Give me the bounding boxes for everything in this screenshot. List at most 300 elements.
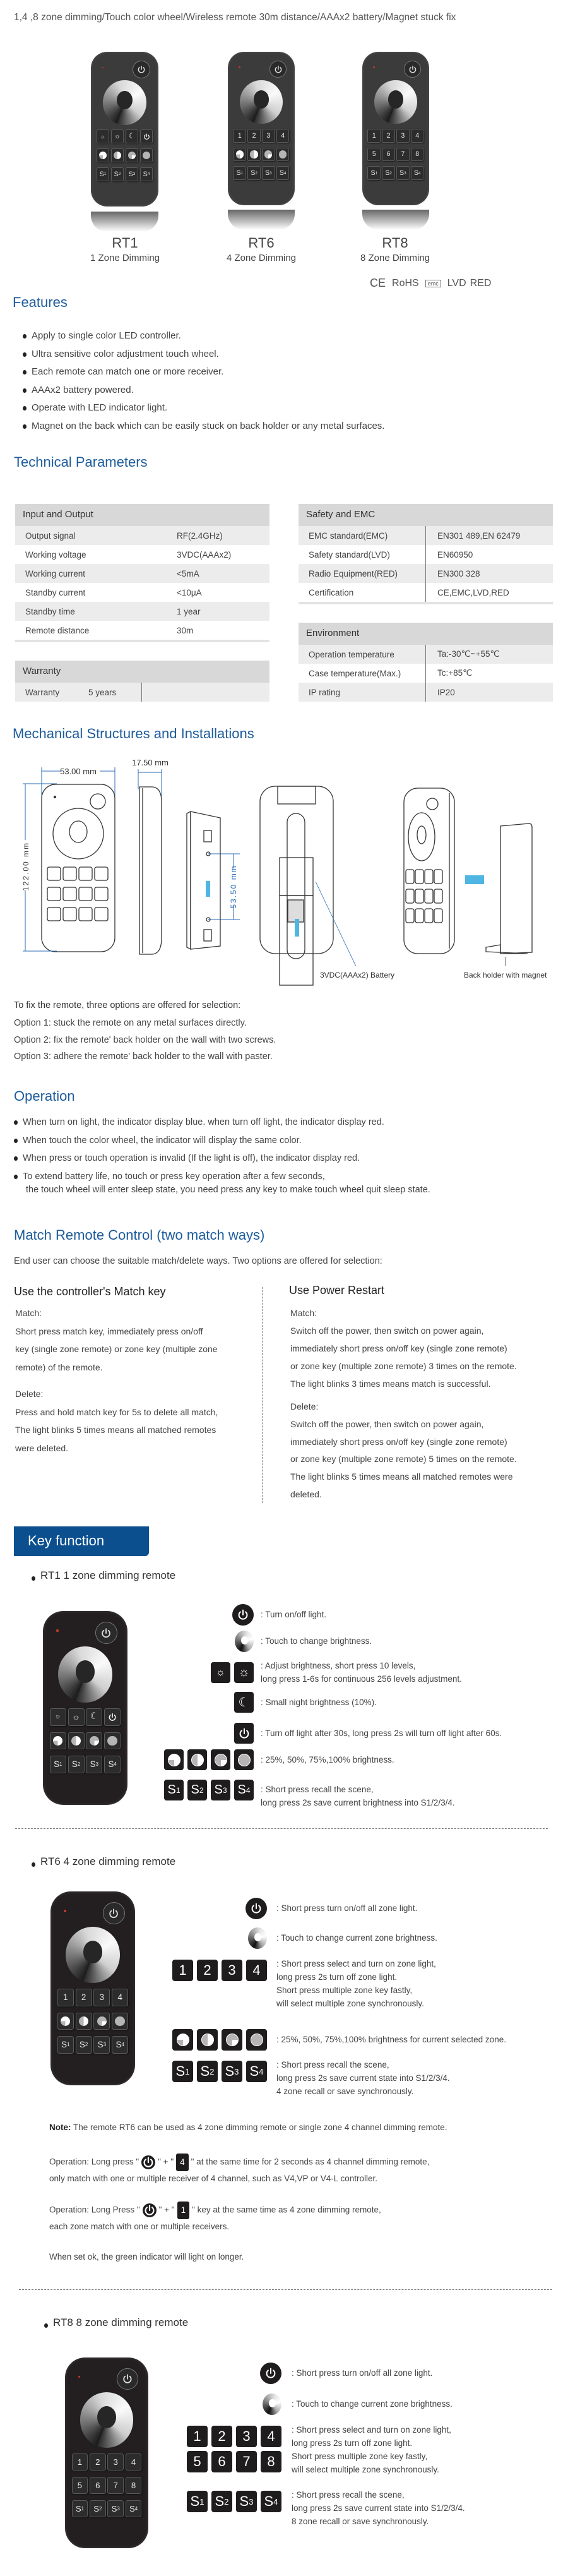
rohs-mark: RoHS bbox=[392, 277, 419, 289]
key-label: 8 bbox=[131, 2480, 136, 2490]
text-line: long press 1-6s for continuous 256 levels adjustment. bbox=[261, 1674, 462, 1684]
scene-s1-key bbox=[172, 2061, 193, 2082]
table-body bbox=[299, 526, 553, 602]
timer-power-icon bbox=[143, 133, 151, 141]
key-row-scenes bbox=[0, 1780, 568, 1807]
text-line: will select multiple zone synchronously. bbox=[276, 1999, 424, 2008]
drawing-key bbox=[79, 867, 92, 880]
param-label: Warranty bbox=[25, 687, 60, 697]
key-desc bbox=[292, 2397, 453, 2411]
brightness-75-icon bbox=[226, 2034, 239, 2046]
text-line: immediately short press on/off key (single zone remote) bbox=[290, 1343, 507, 1353]
operation-item: To extend battery life, no touch or press key operation after a few seconds, bbox=[13, 1168, 384, 1186]
table-row bbox=[299, 545, 553, 564]
scene-s2-key bbox=[247, 166, 261, 180]
battery-label: 3VDC(AAAx2) Battery bbox=[320, 971, 395, 979]
key-label: 3 bbox=[113, 2457, 118, 2467]
note-text: The remote RT6 can be used as 4 zone dimming remote or single zone 4 channel dimming remote. bbox=[71, 2123, 447, 2132]
text-line: : Small night brightness (10%). bbox=[261, 1698, 377, 1707]
zone-key-1: 1 bbox=[177, 2202, 190, 2219]
feature-item: Operate with LED indicator light. bbox=[21, 399, 384, 417]
scene-label: S bbox=[143, 170, 148, 178]
param-value: IP20 bbox=[437, 687, 455, 697]
scene-s4-key bbox=[140, 167, 153, 181]
param-value: EN301 489,EN 62479 bbox=[437, 530, 521, 541]
key-label: 4 bbox=[267, 2428, 275, 2444]
brightness-25-icon bbox=[99, 152, 107, 159]
op-text: Operation: Long Press " bbox=[49, 2205, 140, 2215]
param-label: Working voltage bbox=[25, 549, 86, 560]
brightness-25-icon bbox=[236, 150, 244, 158]
power-icon bbox=[232, 1604, 254, 1626]
reflection bbox=[362, 210, 429, 230]
scene-label: S bbox=[264, 2493, 274, 2509]
text-line: long press 2s turn off zone light. bbox=[292, 2438, 413, 2448]
scene-label: S bbox=[114, 170, 119, 178]
power-icon bbox=[141, 2155, 155, 2169]
brightness-75-key bbox=[222, 2029, 242, 2051]
key-row-scenes bbox=[0, 2490, 568, 2526]
key-row bbox=[97, 148, 153, 162]
key-label: 8 bbox=[415, 150, 420, 159]
key-label: 4 bbox=[415, 131, 420, 140]
feature-item: Apply to single color LED controller. bbox=[21, 327, 384, 345]
key-desc bbox=[276, 2033, 506, 2046]
table-row bbox=[299, 583, 553, 602]
scene-label: S bbox=[236, 169, 241, 177]
brightness-75-icon bbox=[97, 2016, 107, 2026]
scene-number: 2 bbox=[210, 2066, 215, 2076]
scene-s3-key bbox=[262, 166, 275, 180]
text-line: : Short press recall the scene, bbox=[261, 1785, 374, 1794]
timer-power-icon bbox=[237, 1727, 251, 1740]
param-label: Operation temperature bbox=[309, 649, 394, 659]
brightness-100-icon bbox=[251, 2034, 263, 2046]
text-line: : 25%, 50%, 75%,100% brightness for current selected zone. bbox=[276, 2035, 506, 2044]
fix-options bbox=[14, 1015, 276, 1065]
scene-number: 2 bbox=[118, 172, 121, 177]
scene-number: 3 bbox=[269, 171, 272, 176]
model-name: RT6 bbox=[248, 235, 275, 251]
scene-number: 4 bbox=[121, 2042, 124, 2048]
key-label: 6 bbox=[95, 2480, 100, 2490]
key-label: 1 bbox=[179, 1962, 187, 1978]
op-text: " at the same time for 2 seconds as 4 channel dimming remote, bbox=[191, 2157, 430, 2167]
text-line: : Touch to change current zone brightness. bbox=[276, 1933, 437, 1943]
param-value: CE,EMC,LVD,RED bbox=[437, 587, 509, 597]
rt1-subheading bbox=[30, 1569, 175, 1583]
brightness-100-icon bbox=[115, 2016, 124, 2026]
scene-label: S bbox=[413, 169, 418, 177]
moon-icon: ☾ bbox=[238, 1696, 250, 1710]
touch-wheel bbox=[240, 80, 283, 124]
rt6-title: RT6 4 zone dimming remote bbox=[30, 1855, 175, 1867]
scene-number: 2 bbox=[98, 2505, 102, 2512]
key-label: 3 bbox=[99, 1992, 105, 2003]
brightness-50-key bbox=[197, 2029, 218, 2051]
scene-number: 1 bbox=[199, 2496, 204, 2507]
zone-2-key bbox=[197, 1960, 218, 1981]
drawing-key bbox=[434, 889, 442, 903]
zone-3-key bbox=[236, 2426, 257, 2447]
key-desc bbox=[276, 1902, 417, 1915]
model-name: RT1 bbox=[112, 235, 138, 251]
table-header: Input and Output bbox=[15, 504, 269, 526]
text-line: 8 zone recall or save synchronously. bbox=[292, 2517, 429, 2526]
scene-label: S bbox=[99, 170, 104, 178]
drawing-key bbox=[434, 909, 442, 923]
key-desc bbox=[261, 1783, 455, 1809]
tagline: 1,4 ,8 zone dimming/Touch color wheel/Wireless remote 30m distance/AAAx2 battery/Magnet stuck fix bbox=[14, 12, 456, 23]
key-label: 5 bbox=[372, 150, 376, 159]
param-label: Working current bbox=[25, 568, 86, 578]
param-label: EMC standard(EMC) bbox=[309, 530, 388, 541]
scene-label: S bbox=[399, 169, 405, 177]
brightness-100-key bbox=[246, 2029, 267, 2051]
scene-s2-key bbox=[187, 1780, 207, 1800]
scene-number: 3 bbox=[234, 2066, 239, 2076]
key-grid bbox=[233, 129, 289, 185]
key-row bbox=[97, 129, 153, 143]
fix-option: Option 1: stuck the remote on any metal surfaces directly. bbox=[14, 1018, 247, 1028]
key-row-timer bbox=[0, 1723, 568, 1744]
key-label: 4 bbox=[131, 2457, 136, 2467]
brightness-75-key bbox=[93, 2013, 110, 2030]
key-row bbox=[233, 166, 289, 180]
key-label: 5 bbox=[77, 2480, 83, 2490]
model-desc: 1 Zone Dimming bbox=[90, 253, 160, 263]
key-icons bbox=[246, 1898, 267, 1919]
key-grid bbox=[97, 129, 153, 186]
text-line: immediately short press on/off key (single zone remote) bbox=[290, 1436, 507, 1447]
scene-number: 2 bbox=[224, 2496, 229, 2507]
back-holder-plate bbox=[187, 812, 220, 949]
table-row bbox=[15, 683, 269, 702]
mechanical-drawing bbox=[0, 745, 568, 998]
zone-4-key bbox=[246, 1960, 267, 1981]
magnet-holder bbox=[486, 824, 532, 966]
key-row-scenes bbox=[0, 2060, 568, 2096]
scene-s1-key bbox=[164, 1780, 184, 1800]
scene-number: 3 bbox=[103, 2042, 107, 2048]
key-icons bbox=[172, 2061, 267, 2082]
key-label: 1 bbox=[193, 2428, 201, 2444]
zone-3-key bbox=[396, 129, 410, 143]
text-line: long press 2s save current brightness into S1/2/3/4. bbox=[261, 1798, 455, 1807]
key-icons bbox=[248, 1927, 267, 1949]
key-row bbox=[233, 129, 289, 143]
key-row bbox=[367, 148, 423, 162]
feature-item: AAAx2 battery powered. bbox=[21, 381, 384, 400]
scene-number: 4 bbox=[114, 1761, 117, 1768]
key-label: 1 bbox=[77, 2457, 83, 2467]
key-label: 3 bbox=[401, 131, 405, 140]
scene-label: S bbox=[71, 1759, 78, 1770]
dimension-lines bbox=[23, 767, 240, 951]
operation-continuation: the touch wheel will enter sleep state, you need press any key to make touch wheel quit sleep state. bbox=[26, 1185, 430, 1195]
zone-3-key bbox=[107, 2453, 124, 2471]
brightness-100-key bbox=[140, 148, 153, 162]
touch-wheel bbox=[103, 80, 146, 125]
key-desc bbox=[261, 1608, 326, 1621]
table-footer bbox=[299, 602, 553, 604]
scene-number: 1 bbox=[240, 171, 244, 176]
touch-wheel-icon bbox=[263, 2393, 281, 2415]
key-row-night bbox=[0, 1692, 568, 1713]
drawing-key bbox=[425, 889, 433, 903]
key-label: 7 bbox=[401, 150, 405, 159]
operation-item: When touch the color wheel, the indicator will display the same color. bbox=[13, 1132, 384, 1150]
key-icons bbox=[263, 2393, 281, 2415]
emc-mark: emc bbox=[425, 280, 441, 287]
param-value: RF(2.4GHz) bbox=[177, 530, 223, 541]
key-row bbox=[367, 129, 423, 143]
scene-number: 3 bbox=[133, 172, 136, 177]
fix-option: Option 2: fix the remote' back holder on the wall with two screws. bbox=[14, 1034, 276, 1045]
scene-number: 4 bbox=[147, 172, 150, 177]
text-line: or zone key (multiple zone remote) 5 times on the remote. bbox=[290, 1454, 517, 1465]
op-text: Operation: Long press " bbox=[49, 2157, 139, 2167]
text-line: 4 zone recall or save synchronously. bbox=[276, 2087, 414, 2096]
key-icons bbox=[172, 1960, 267, 1981]
power-icon bbox=[143, 2203, 157, 2217]
brightness-75-icon bbox=[264, 150, 272, 158]
key-row bbox=[57, 1989, 129, 2006]
param-label: Radio Equipment(RED) bbox=[309, 568, 398, 578]
night-key bbox=[234, 1692, 254, 1713]
feature-item: Magnet on the back which can be easily stuck on back holder or any metal surfaces. bbox=[21, 417, 384, 436]
brightness-75-key bbox=[126, 148, 139, 162]
features-list bbox=[21, 327, 384, 435]
brightness-75-icon bbox=[128, 152, 136, 159]
indicator-led bbox=[102, 67, 104, 69]
zone-7-key bbox=[396, 148, 410, 162]
brightness-50-icon bbox=[250, 150, 257, 158]
scene-label: S bbox=[249, 2063, 259, 2079]
key-desc bbox=[292, 2366, 432, 2380]
scene-label: S bbox=[128, 170, 133, 178]
brightness-25-icon bbox=[61, 2016, 70, 2026]
scene-number: 3 bbox=[222, 1785, 227, 1795]
fix-intro: To fix the remote, three options are offered for selection: bbox=[14, 1000, 241, 1010]
text-line: Switch off the power, then switch on power again, bbox=[290, 1418, 484, 1429]
operation-list bbox=[13, 1113, 384, 1185]
wheel-center bbox=[388, 90, 403, 109]
zone-2-key bbox=[90, 2453, 106, 2471]
scene-label: S bbox=[215, 2493, 225, 2509]
night-key bbox=[126, 129, 139, 143]
text-line: : 25%, 50%, 75%,100% brightness. bbox=[261, 1755, 394, 1764]
text-line: long press 2s turn off zone light. bbox=[276, 1972, 398, 1982]
text-line: : Short press select and turn on zone light, bbox=[276, 1959, 436, 1968]
key-label: 7 bbox=[242, 2453, 251, 2469]
scene-number: 1 bbox=[104, 172, 107, 177]
key-row-brightness bbox=[0, 1662, 568, 1684]
key-desc bbox=[276, 1957, 436, 2010]
key-label: 3 bbox=[266, 131, 271, 140]
battery-arrow bbox=[295, 919, 299, 937]
op-text: each zone match with one or multiple receivers. bbox=[49, 2222, 230, 2231]
zone-1-key bbox=[72, 2453, 88, 2471]
feature-item: Ultra sensitive color adjustment touch wheel. bbox=[21, 345, 384, 364]
reflection bbox=[228, 210, 295, 230]
scene-label: S bbox=[265, 169, 270, 177]
text-line: Switch off the power, then switch on power again, bbox=[290, 1326, 484, 1336]
zone-3-key bbox=[93, 1989, 110, 2006]
text-line: were deleted. bbox=[15, 1442, 69, 1453]
scene-number: 3 bbox=[404, 171, 406, 176]
moon-icon: ☾ bbox=[90, 1711, 98, 1722]
text-line: : Short press recall the scene, bbox=[276, 2060, 389, 2070]
text-line: deleted. bbox=[290, 1489, 322, 1499]
remote-body bbox=[362, 52, 429, 205]
scene-number: 3 bbox=[249, 2496, 254, 2507]
key-label: 6 bbox=[386, 150, 391, 159]
key-desc bbox=[261, 1659, 462, 1686]
zone-2-key bbox=[247, 129, 261, 143]
match-key-title: Use the controller's Match key bbox=[14, 1285, 166, 1298]
table-body bbox=[15, 683, 269, 702]
zone-5-key bbox=[187, 2451, 208, 2472]
brightness-50-icon bbox=[114, 152, 121, 159]
table-header: Warranty bbox=[15, 661, 269, 683]
match-heading: Match Remote Control (two match ways) bbox=[14, 1227, 265, 1243]
sun-bright-key bbox=[234, 1662, 254, 1683]
scene-label: S bbox=[279, 169, 284, 177]
drawing-key bbox=[415, 870, 423, 884]
key-label: 2 bbox=[218, 2428, 226, 2444]
key-icons bbox=[164, 1780, 254, 1800]
key-desc bbox=[276, 1931, 437, 1944]
sun-bright-icon: ☼ bbox=[114, 132, 121, 140]
brightness-25-key bbox=[172, 2029, 193, 2051]
scene-number: 4 bbox=[134, 2505, 138, 2512]
table-row bbox=[15, 545, 269, 564]
drawing-key bbox=[415, 909, 423, 923]
param-label: Certification bbox=[309, 587, 354, 597]
drawing-key bbox=[95, 867, 108, 880]
key-row-power bbox=[0, 1604, 568, 1626]
model-name: RT8 bbox=[382, 235, 408, 251]
table-row bbox=[299, 683, 553, 702]
rt6-subheading bbox=[30, 1855, 175, 1869]
brightness-25-icon bbox=[177, 2034, 189, 2046]
key-label: 1 bbox=[63, 1992, 68, 2003]
delete-text bbox=[290, 1416, 517, 1504]
key-icons bbox=[172, 2029, 267, 2051]
delete-key-block bbox=[15, 1385, 218, 1457]
param-value: 30m bbox=[177, 625, 194, 635]
text-line: : Short press select and turn on zone light, bbox=[292, 2425, 451, 2435]
scene-number: 2 bbox=[389, 171, 392, 176]
key-desc bbox=[276, 2058, 450, 2098]
table-row bbox=[299, 645, 553, 664]
key-icons bbox=[260, 2363, 281, 2384]
zone-3-key bbox=[262, 129, 275, 143]
front-view bbox=[42, 784, 115, 952]
zone-1-key bbox=[57, 1989, 74, 2006]
indicator-led bbox=[239, 66, 240, 68]
scene-number: 1 bbox=[81, 2505, 85, 2512]
power-icon bbox=[260, 2363, 281, 2384]
scene-s4-key bbox=[261, 2491, 281, 2512]
text-line: will select multiple zone synchronously. bbox=[292, 2465, 439, 2474]
match-text bbox=[290, 1322, 517, 1393]
brightness-75-key bbox=[262, 148, 275, 162]
scene-label: S bbox=[93, 2503, 99, 2513]
drawing-key bbox=[47, 887, 61, 901]
operation-item: When turn on light, the indicator display blue. when turn off light, the indicator display red. bbox=[13, 1113, 384, 1132]
key-icons bbox=[232, 1604, 254, 1626]
wheel-center bbox=[117, 91, 133, 109]
scene-s2-key bbox=[211, 2491, 232, 2512]
scene-number: 1 bbox=[67, 2042, 70, 2048]
key-icons bbox=[164, 1749, 254, 1770]
scene-s3-key bbox=[126, 167, 139, 181]
table-row bbox=[15, 564, 269, 583]
text-line: : Short press turn on/off all zone light. bbox=[292, 2368, 433, 2378]
match-label: Match: bbox=[15, 1308, 42, 1318]
angled-remote bbox=[404, 788, 454, 954]
scene-label: S bbox=[75, 2503, 81, 2513]
key-row-wheel bbox=[0, 1631, 568, 1652]
feature-item: Each remote can match one or more receiver. bbox=[21, 363, 384, 381]
key-grid bbox=[72, 2453, 142, 2524]
brightness-100-key bbox=[276, 148, 290, 162]
param-value: 5 years bbox=[88, 687, 117, 697]
drawing-key bbox=[47, 908, 61, 921]
scene-number: 4 bbox=[283, 171, 287, 176]
brightness-50-icon bbox=[201, 2034, 214, 2046]
sun-dim-icon: ☼ bbox=[100, 133, 105, 140]
scene-number: 4 bbox=[418, 171, 421, 176]
key-icons bbox=[234, 1692, 254, 1713]
remote-body bbox=[50, 1891, 135, 2085]
drawing-key bbox=[63, 887, 76, 901]
touch-wheel bbox=[374, 80, 417, 124]
param-value: <10μA bbox=[177, 587, 202, 597]
zone-2-key bbox=[211, 2426, 232, 2447]
key-row-zones bbox=[0, 1959, 568, 2008]
key-label: 2 bbox=[252, 131, 256, 140]
drawing-key bbox=[406, 909, 414, 923]
drawing-key bbox=[406, 889, 414, 903]
table-row bbox=[15, 621, 269, 640]
slide-arrow bbox=[206, 881, 210, 897]
key-label: 2 bbox=[95, 2457, 100, 2467]
key-row-levels bbox=[0, 2029, 568, 2051]
drawing-key bbox=[47, 867, 61, 880]
brightness-75-key bbox=[211, 1749, 230, 1770]
op-text: " + " bbox=[158, 2157, 174, 2167]
text-line: : Short press recall the scene, bbox=[292, 2490, 405, 2500]
drawing-key bbox=[63, 908, 76, 921]
zone-7-key bbox=[236, 2451, 257, 2472]
zone-8-key bbox=[411, 148, 424, 162]
scene-label: S bbox=[111, 2503, 117, 2513]
key-desc bbox=[292, 2423, 451, 2476]
scene-number: 2 bbox=[199, 1785, 204, 1795]
param-value: EN60950 bbox=[437, 549, 473, 560]
param-label: Standby current bbox=[25, 587, 86, 597]
param-value: Ta:-30℃~+55℃ bbox=[437, 649, 500, 659]
table-row bbox=[299, 526, 553, 545]
zone-4-key bbox=[261, 2426, 281, 2447]
key-row bbox=[57, 2013, 129, 2030]
param-value: <5mA bbox=[177, 568, 199, 578]
text-line: remote) of the remote. bbox=[15, 1362, 103, 1372]
brightness-25-key bbox=[57, 2013, 74, 2030]
